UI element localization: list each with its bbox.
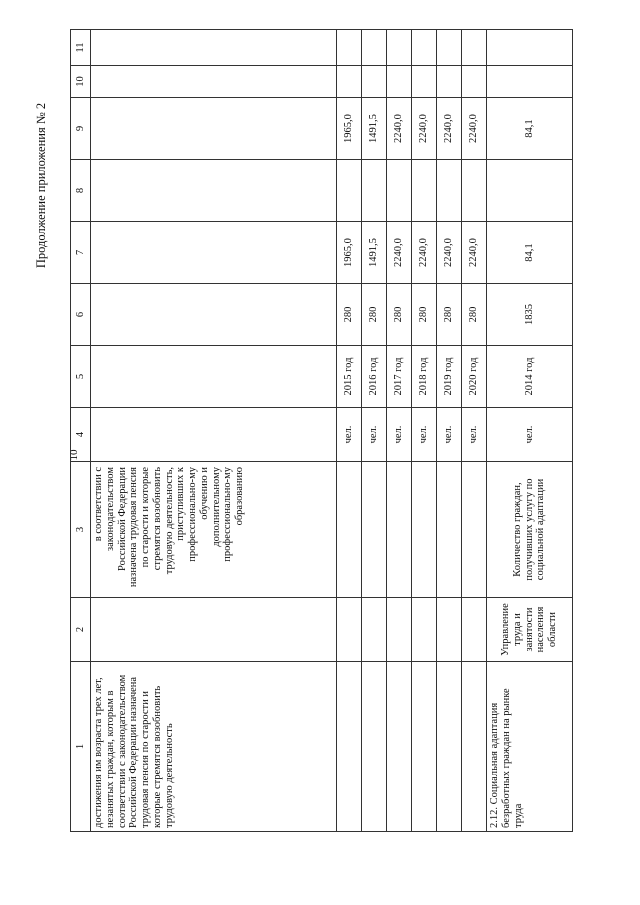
unit-cell: чел. bbox=[487, 408, 573, 462]
col-header: 11 bbox=[71, 30, 91, 66]
col-header: 2 bbox=[71, 598, 91, 662]
funding-total-cell: 2240,0 bbox=[437, 222, 462, 284]
col-header: 4 bbox=[71, 408, 91, 462]
year-cell: 2016 год bbox=[362, 346, 387, 408]
year-cell: 2015 год bbox=[337, 346, 362, 408]
appendix-continuation-note: Продолжение приложения № 2 bbox=[34, 102, 49, 268]
funding-total-cell: 2240,0 bbox=[412, 222, 437, 284]
appendix-table bbox=[70, 29, 573, 832]
table-cell bbox=[91, 598, 337, 662]
table-cell bbox=[91, 408, 337, 462]
unit-cell: чел. bbox=[437, 408, 462, 462]
table-row bbox=[437, 30, 462, 832]
col-header: 1 bbox=[71, 662, 91, 832]
funding-total-cell: 1965,0 bbox=[337, 222, 362, 284]
indicator-value-cell: 280 bbox=[387, 284, 412, 346]
indicator-value-cell: 280 bbox=[362, 284, 387, 346]
table-cell bbox=[91, 160, 337, 222]
column-number-row bbox=[71, 30, 91, 832]
funding-source-cell: 2240,0 bbox=[437, 98, 462, 160]
table-cell bbox=[91, 222, 337, 284]
funding-source-cell: 1965,0 bbox=[337, 98, 362, 160]
funding-total-cell: 2240,0 bbox=[387, 222, 412, 284]
col-header: 6 bbox=[71, 284, 91, 346]
unit-cell: чел. bbox=[387, 408, 412, 462]
funding-total-cell: 2240,0 bbox=[462, 222, 487, 284]
unit-cell: чел. bbox=[362, 408, 387, 462]
continued-measure-name: достижения им возраста трех лет, незанятых граждан, которым в соответствии с законодательством Российской Федерации назначена трудовая пенсия по старости и которые стремятся возобновить трудовую деятельность bbox=[91, 662, 337, 832]
funding-total-cell: 1491,5 bbox=[362, 222, 387, 284]
indicator-value-cell: 1835 bbox=[487, 284, 573, 346]
year-cell: 2020 год bbox=[462, 346, 487, 408]
table-cell bbox=[91, 284, 337, 346]
col-header: 7 bbox=[71, 222, 91, 284]
table-row bbox=[362, 30, 387, 832]
page-number: 10 bbox=[68, 449, 80, 461]
col-header: 5 bbox=[71, 346, 91, 408]
col-header: 9 bbox=[71, 98, 91, 160]
indicator-value-cell: 280 bbox=[462, 284, 487, 346]
col-header: 10 bbox=[71, 66, 91, 98]
table-cell bbox=[91, 346, 337, 408]
col-header: 8 bbox=[71, 160, 91, 222]
table-row bbox=[387, 30, 412, 832]
year-cell: 2014 год bbox=[487, 346, 573, 408]
year-cell: 2019 год bbox=[437, 346, 462, 408]
unit-cell: чел. bbox=[412, 408, 437, 462]
year-cell: 2018 год bbox=[412, 346, 437, 408]
table-cell bbox=[91, 30, 337, 66]
table-cell bbox=[91, 98, 337, 160]
col-header: 3 bbox=[71, 462, 91, 598]
funding-source-cell: 2240,0 bbox=[462, 98, 487, 160]
table-row bbox=[462, 30, 487, 832]
funding-source-cell: 1491,5 bbox=[362, 98, 387, 160]
indicator-value-cell: 280 bbox=[437, 284, 462, 346]
table-row bbox=[337, 30, 362, 832]
year-cell: 2017 год bbox=[387, 346, 412, 408]
continued-description-row bbox=[91, 30, 337, 832]
indicator-value-cell: 280 bbox=[412, 284, 437, 346]
funding-source-cell: 84,1 bbox=[487, 98, 573, 160]
funding-source-cell: 2240,0 bbox=[412, 98, 437, 160]
indicator-name-cell: Количество граждан, получивших услугу по социальной адаптации bbox=[487, 462, 573, 598]
responsible-executor-cell: Управление труда и занятости населения области bbox=[487, 598, 573, 662]
funding-total-cell: 84,1 bbox=[487, 222, 573, 284]
funding-source-cell: 2240,0 bbox=[387, 98, 412, 160]
measure-row-2-12 bbox=[487, 30, 573, 832]
unit-cell: чел. bbox=[337, 408, 362, 462]
indicator-value-cell: 280 bbox=[337, 284, 362, 346]
unit-cell: чел. bbox=[462, 408, 487, 462]
measure-name-cell: 2.12. Социальная адаптация безработных граждан на рынке труда bbox=[487, 662, 573, 832]
continued-indicator-name: в соответствии с законодательством Российской Федерации назначена трудовая пенсия по старости и которые стремятся возобновить трудовую деятельность, приступивших к профессионально-му обучению и дополнительному профессионально-му образованию bbox=[91, 462, 337, 598]
table-row bbox=[412, 30, 437, 832]
table-cell bbox=[91, 66, 337, 98]
